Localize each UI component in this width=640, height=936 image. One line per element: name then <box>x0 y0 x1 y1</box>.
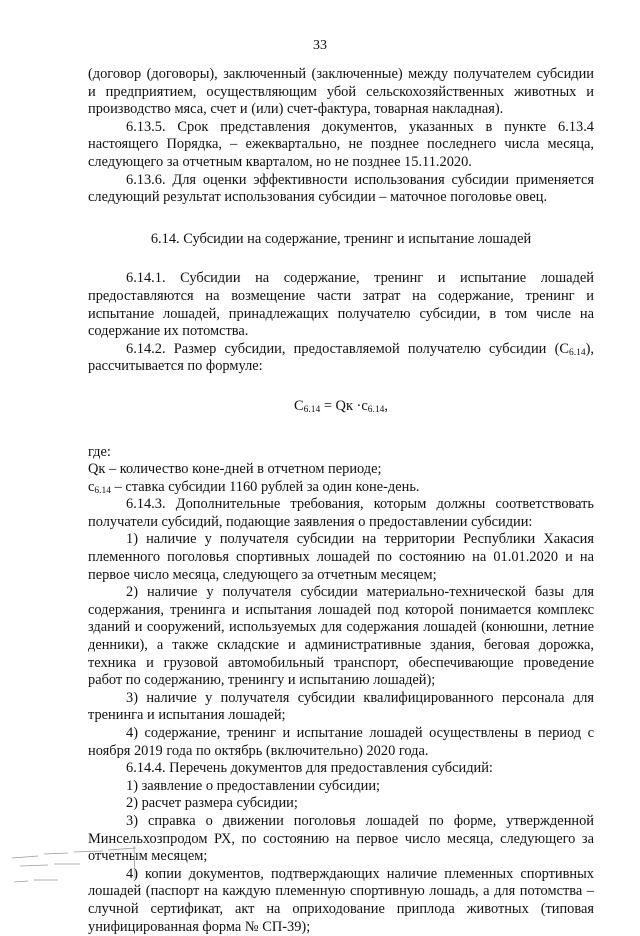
formula-mid: = Qк ·с <box>320 397 368 414</box>
p5-subscript: 6.14 <box>568 347 586 358</box>
section-heading-6-14: 6.14. Субсидии на содержание, тренинг и испытание лошадей <box>150 230 532 247</box>
formula-rate-subscript: 6.14 <box>367 404 385 415</box>
def2-rest: – ставка субсидии 1160 рублей за один коне-день. <box>111 478 420 495</box>
requirement-3: 3) наличие у получателя субсидии квалифицированного персонала для тренинга и испытания лошадей; <box>88 689 594 724</box>
paragraph-6-13-5: 6.13.5. Срок представления документов, указанных в пункте 6.13.4 настоящего Порядка, – ежеквартально, не позднее последнего числа месяца, следующего за отчетным кварталом, но не позднее 15.11.2020. <box>88 118 594 170</box>
def2-c: с <box>88 478 95 495</box>
document-3: 3) справка о движении поголовья лошадей по форме, утвержденной Минсельхозпродом РХ, по состоянию на первое число месяца, следующего за отчетным месяцем; <box>88 812 594 865</box>
p5-start: 6.14.2. Размер субсидии, предоставляемой получателю субсидии (С <box>126 340 569 357</box>
paragraph-6-14-3: 6.14.3. Дополнительные требования, которым должны соответствовать получатели субсидий, подающие заявления о предоставлении субсидии: <box>88 496 594 530</box>
page-number: 33 <box>313 38 327 53</box>
def2-subscript: 6.14 <box>94 485 112 496</box>
definition-qk: Qк – количество коне-дней в отчетном периоде; <box>88 461 382 478</box>
p5-end: ), рассчитывается по формуле: <box>88 340 594 375</box>
document-body <box>88 66 594 936</box>
paragraph-6-14-4: 6.14.4. Перечень документов для предоставления субсидий: <box>126 760 493 777</box>
document-2: 2) расчет размера субсидии; <box>126 795 298 812</box>
paragraph-6-13-6: 6.13.6. Для оценки эффективности использования субсидии применяется следующий результат использования субсидии – маточное поголовье овец. <box>88 171 594 206</box>
requirement-2: 2) наличие у получателя субсидии материально-технической базы для содержания, тренинга и испытания лошадей под которой понимается комплекс зданий и сооружений, используемых для содержания лошадей (конюшни, летние денники), а также складские и административные здания, беговая дорожка, техника и грузовой автомобильный транспорт, обеспечивающие проведение работ по содержанию, тренингу и испытанию лошадей); <box>88 584 594 689</box>
definition-rate <box>88 479 594 497</box>
document-4: 4) копии документов, подтверждающих наличие племенных спортивных лошадей (паспорт на каждую племенную спортивную лошадь, а для потомства – случной сертификат, акт на оприходование приплода животных (типовая унифицированная форма № СП-39); <box>88 865 594 935</box>
formula-c-subscript: 6.14 <box>303 404 321 415</box>
paragraph-6-14-2 <box>88 341 594 376</box>
where-label: где: <box>88 443 111 460</box>
formula <box>88 398 594 416</box>
paragraph-6-14-1: 6.14.1. Субсидии на содержание, тренинг и испытание лошадей предоставляются на возмещение части затрат на содержание, тренинг и испытание лошадей, принадлежащих получателю субсидии, в том числе на содержание их потомства. <box>88 270 594 340</box>
document-1: 1) заявление о предоставлении субсидии; <box>126 777 381 794</box>
formula-c: С <box>294 397 304 414</box>
scan-artifact-icon <box>8 838 148 893</box>
requirement-1: 1) наличие у получателя субсидии на территории Республики Хакасия племенного поголовья спортивных лошадей по состоянию на 01.01.2020 и на первое число месяца, следующего за отчетным месяцем; <box>88 531 594 583</box>
formula-end: , <box>384 397 388 414</box>
requirement-4: 4) содержание, тренинг и испытание лошадей осуществлены в период с ноября 2019 года по октябрь (включительно) 2020 года. <box>88 725 594 759</box>
paragraph-contract: (договор (договоры), заключенный (заключенные) между получателем субсидии и предприятием, осуществляющим убой сельскохозяйственных животных и производство мяса, счет и (или) счет-фактура, товарная накладная). <box>88 66 594 118</box>
